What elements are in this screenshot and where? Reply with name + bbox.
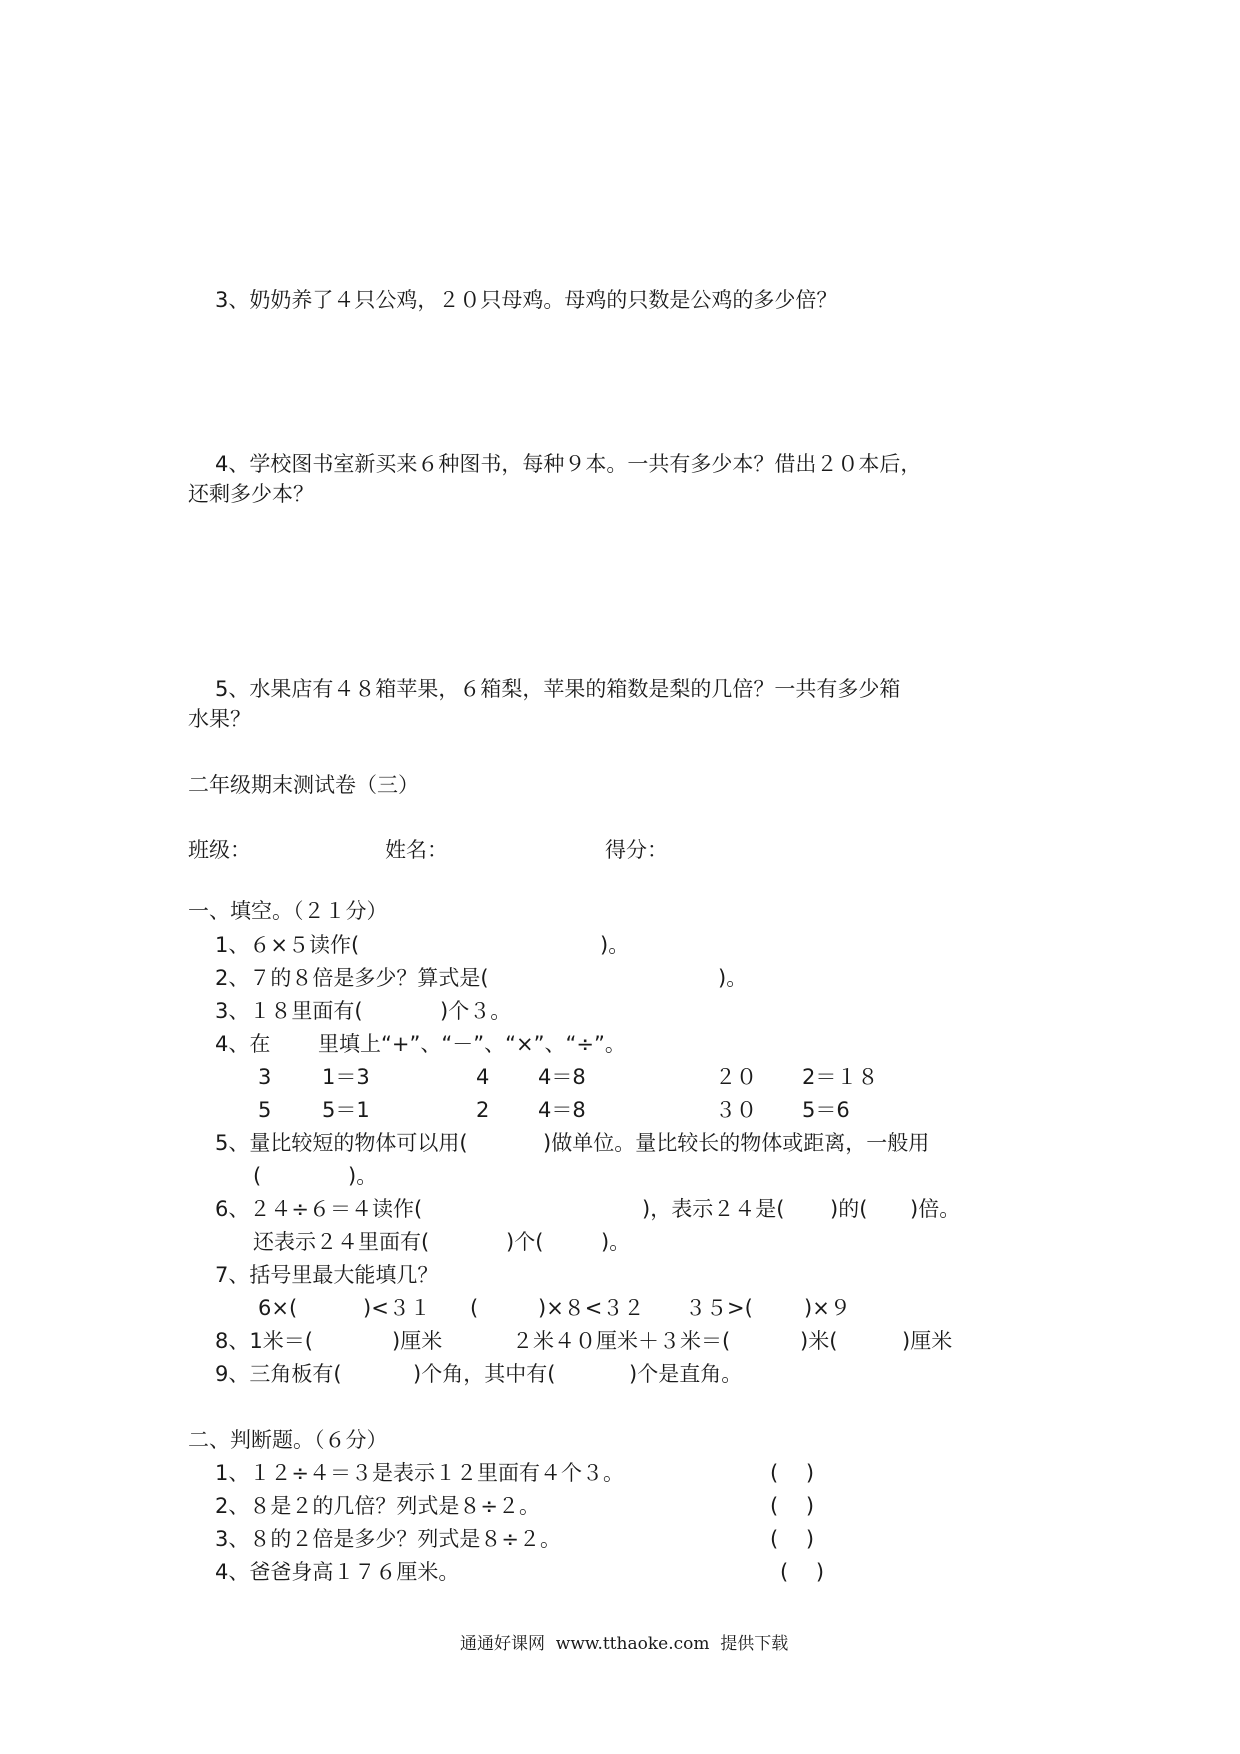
problem-5-line1: 5、水果店有４８箱苹果，６箱梨，苹果的箱数是梨的几倍？一共有多少箱 xyxy=(215,677,901,701)
judge-bracket-4: ( ) xyxy=(780,1560,825,1584)
q4-r2-c3: 2 xyxy=(476,1098,490,1122)
q4-r2-c4: 4＝8 xyxy=(538,1098,586,1122)
section1-heading: 一、填空。（２１分） xyxy=(188,899,388,923)
q8-e: )厘米 xyxy=(902,1329,953,1353)
problem-3: 3、奶奶养了４只公鸡，２０只母鸡。母鸡的只数是公鸡的多少倍？ xyxy=(215,288,838,312)
problem-4-line1: 4、学校图书室新买来６种图书，每种９本。一共有多少本？借出２０本后， xyxy=(215,452,922,476)
q6-text-d: )倍。 xyxy=(910,1197,961,1221)
q5-text-b: )做单位。量比较长的物体或距离，一般用 xyxy=(543,1131,930,1155)
q4-r1-c2: 1＝3 xyxy=(322,1065,370,1089)
q7-c: ( xyxy=(470,1296,479,1320)
q8-c: ２米４０厘米＋３米＝( xyxy=(512,1329,731,1353)
q6-text-e: 还表示２４里面有( xyxy=(253,1230,430,1254)
q8-a: 8、1米＝( xyxy=(215,1329,313,1353)
q5-text-d: )。 xyxy=(348,1164,378,1188)
q4-r2-c2: 5＝1 xyxy=(322,1098,370,1122)
section2-heading: 二、判断题。（６分） xyxy=(188,1428,388,1452)
q7-f: )×９ xyxy=(804,1296,851,1320)
q8-b: )厘米 xyxy=(392,1329,443,1353)
problem-4-line2: 还剩多少本？ xyxy=(188,482,314,506)
q4-r1-c3: 4 xyxy=(476,1065,490,1089)
q4-r2-c1: 5 xyxy=(258,1098,272,1122)
score-label: 得分： xyxy=(605,838,668,862)
class-label: 班级： xyxy=(188,838,251,862)
q8-d: )米( xyxy=(800,1329,838,1353)
q5-text-a: 5、量比较短的物体可以用( xyxy=(215,1131,468,1155)
q4-text-b: 里填上“+”、“－”、“×”、“÷”。 xyxy=(318,1032,626,1056)
problem-5-line2: 水果？ xyxy=(188,707,251,731)
q6-text-c: )的( xyxy=(830,1197,868,1221)
judge-bracket-3: ( ) xyxy=(770,1527,815,1551)
judge-item-4: 4、爸爸身高１７６厘米。 xyxy=(215,1560,460,1584)
q2-end: )。 xyxy=(718,966,748,990)
q1-text: 1、６×５读作( xyxy=(215,933,360,957)
q5-text-c: ( xyxy=(253,1164,262,1188)
q9-c: )个是直角。 xyxy=(629,1362,743,1386)
q3-end: )个３。 xyxy=(440,999,512,1023)
q7-a: 6×( xyxy=(258,1296,298,1320)
q7-e: ３５>( xyxy=(685,1296,753,1320)
q6-text-g: )。 xyxy=(601,1230,631,1254)
q9-b: )个角，其中有( xyxy=(413,1362,556,1386)
q4-r2-c5: ３０ xyxy=(715,1098,757,1122)
q7-b: )<３１ xyxy=(363,1296,431,1320)
q7-d: )×８<３２ xyxy=(538,1296,645,1320)
q4-r2-c6: 5＝6 xyxy=(802,1098,850,1122)
judge-bracket-1: ( ) xyxy=(770,1461,815,1485)
q4-r1-c5: ２０ xyxy=(715,1065,757,1089)
judge-item-3: 3、８的２倍是多少？列式是８÷２。 xyxy=(215,1527,561,1551)
test-title: 二年级期末测试卷（三） xyxy=(188,773,419,797)
footer-credit: 通通好课网 www.tthaoke.com 提供下载 xyxy=(460,1634,789,1654)
q4-r1-c4: 4＝8 xyxy=(538,1065,586,1089)
q4-r1-c6: 2＝１８ xyxy=(802,1065,879,1089)
q6-text-a: 6、２４÷６＝４读作( xyxy=(215,1197,423,1221)
q2-text: 2、７的８倍是多少？算式是( xyxy=(215,966,489,990)
q1-end: )。 xyxy=(600,933,630,957)
q4-text-a: 4、在 xyxy=(215,1032,271,1056)
q4-r1-c1: 3 xyxy=(258,1065,272,1089)
q3-text: 3、１８里面有( xyxy=(215,999,363,1023)
judge-item-2: 2、８是２的几倍？列式是８÷２。 xyxy=(215,1494,540,1518)
q6-text-b: )，表示２４是( xyxy=(642,1197,785,1221)
judge-bracket-2: ( ) xyxy=(770,1494,815,1518)
q7-text: 7、括号里最大能填几？ xyxy=(215,1263,439,1287)
q6-text-f: )个( xyxy=(506,1230,544,1254)
q9-a: 9、三角板有( xyxy=(215,1362,342,1386)
judge-item-1: 1、１２÷４＝３是表示１２里面有４个３。 xyxy=(215,1461,624,1485)
name-label: 姓名： xyxy=(385,838,448,862)
